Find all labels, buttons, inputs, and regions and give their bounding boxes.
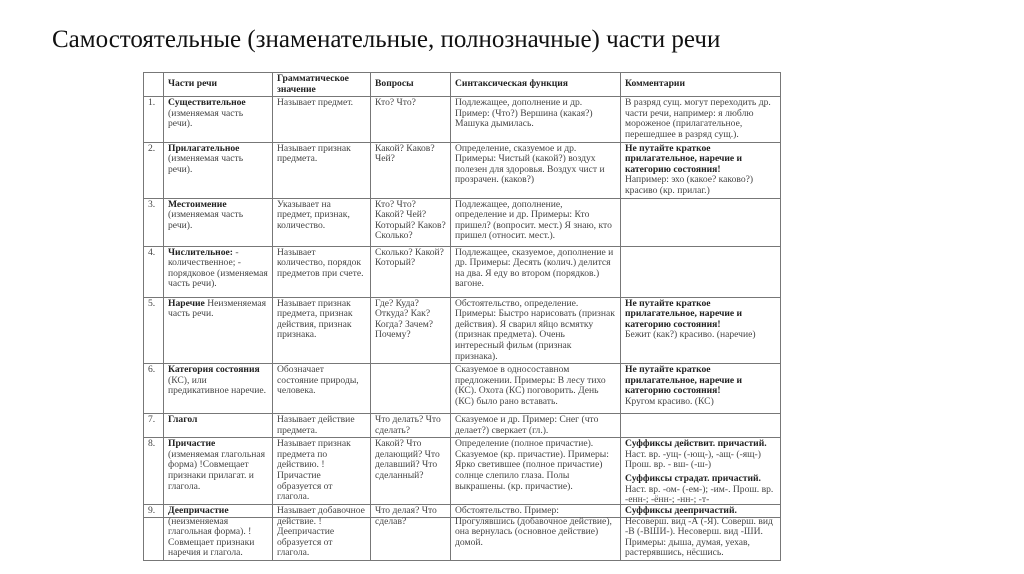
questions-cell — [371, 364, 451, 414]
questions-cell: Кто? Что? — [371, 97, 451, 142]
header-questions: Вопросы — [371, 73, 451, 97]
part-name: Существительное — [168, 97, 246, 109]
questions-cell: Что делая? Что сделав? — [371, 505, 451, 561]
comment-bold: Не путайте краткое прилагательное, наречие и категорию состояния! — [625, 364, 743, 397]
comment-cell — [621, 142, 781, 198]
table-row — [144, 414, 781, 438]
comment-text: Наст. вр. -ущ- (-ющ-), -ащ- (-ящ-) Прош. вр. - вш- (-ш-) — [625, 448, 761, 471]
comment-bold-2: Суффиксы страдат. причастий. — [625, 473, 761, 485]
meaning-cell: Называет добавочное действие. ! Деепричастие образуется от глагола. — [273, 505, 371, 561]
part-note: - количественное; - порядковое (изменяемая часть речи). — [168, 246, 268, 290]
part-cell — [164, 505, 273, 561]
row-num: 9. — [144, 505, 164, 561]
row-num: 5. — [144, 297, 164, 364]
part-name: Прилагательное — [168, 142, 240, 154]
part-note: (изменяемая часть речи). — [168, 209, 244, 231]
part-name: Деепричастие — [168, 505, 229, 516]
syntax-cell: Сказуемое и др. Пример: Снег (что делает?) сверкает (гл.). — [451, 414, 621, 438]
meaning-cell: Называет предмет. — [273, 97, 371, 142]
header-part: Части речи — [164, 73, 273, 97]
comment-text: Бежит (как?) красиво. (наречие) — [625, 329, 756, 341]
row-num: 4. — [144, 246, 164, 297]
meaning-cell: Называет действие предмета. — [273, 414, 371, 438]
part-note: (КС), или предикативное наречие. — [168, 374, 266, 397]
comment-bold: Не путайте краткое прилагательное, наречие и категорию состояния! — [625, 297, 743, 330]
header-meaning: Грамматическое значение — [273, 73, 371, 97]
syntax-cell: Подлежащее, сказуемое, дополнение и др. Примеры: Десять (колич.) делится на два. Я еду во втором (порядков.) вагоне. — [451, 246, 621, 297]
comment-bold: Не путайте краткое прилагательное, наречие и категорию состояния! — [625, 142, 743, 175]
questions-cell: Кто? Что? Какой? Чей? Который? Каков? Сколько? — [371, 198, 451, 246]
part-name: Категория состояния — [168, 364, 260, 376]
meaning-cell: Называет признак предмета. — [273, 142, 371, 198]
part-note: (неизменяемая глагольная форма). ! Совмещает признаки наречия и глагола. — [168, 515, 255, 559]
questions-cell: Где? Куда? Откуда? Как? Когда? Зачем? Почему? — [371, 297, 451, 364]
comment-bold: Суффиксы деепричастий. — [625, 505, 737, 516]
slide-title: Самостоятельные (знаменательные, полнозначные) части речи — [52, 26, 721, 53]
table-row — [144, 297, 781, 364]
parts-of-speech-table — [143, 72, 781, 518]
row-num: 1. — [144, 97, 164, 142]
part-cell — [164, 97, 273, 142]
table-row — [144, 246, 781, 297]
questions-cell: Какой? Что делающий? Что делавший? Что сделанный? — [371, 438, 451, 518]
comment-text-2: Наст. вр. -ом- (-ем-); -им-. Прош. вр. -енн-; -ённ-; -нн-; -т- — [625, 483, 774, 506]
table-row — [144, 364, 781, 414]
syntax-cell: Подлежащее, дополнение, определение и др. Примеры: Кто пришел? (вопросит. мест.) Я знаю, кто пришел (относит. мест.). — [451, 198, 621, 246]
syntax-cell: Определение (полное причастие). Сказуемое (кр. причастие). Примеры: Ярко светившее (полное причастие) солнце слепило глаза. Полы выкрашены. (кр. причастие). — [451, 438, 621, 518]
part-note: (изменяемая глагольная форма) !Совмещает признаки прилагат. и глагола. — [168, 448, 266, 492]
part-cell — [164, 142, 273, 198]
part-name: Причастие — [168, 438, 216, 450]
syntax-cell: Сказуемое в односоставном предложении. Примеры: В лесу тихо (КС). Охота (КС) поговорить. День (КС) было рано вставать. — [451, 364, 621, 414]
table-row — [144, 97, 781, 142]
comment-text: В разряд сущ. могут переходить др. части речи, например: я люблю мороженое (прилагательное, перешедшее в разряд сущ.). — [625, 97, 771, 140]
row-num: 6. — [144, 364, 164, 414]
meaning-cell: Называет признак предмета, признак действия, признак признака. — [273, 297, 371, 364]
part-cell — [164, 246, 273, 297]
part-cell — [164, 414, 273, 438]
row-num: 2. — [144, 142, 164, 198]
syntax-cell: Обстоятельство, определение. Примеры: Быстро нарисовать (признак действия). Я сварил яйцо всмятку (признак предмета). Очень интересный фильм (признак признака). — [451, 297, 621, 364]
part-name: Местоимение — [168, 198, 227, 210]
part-name: Глагол — [168, 414, 198, 426]
part-note: Неизменяемая часть речи. — [168, 297, 267, 320]
questions-cell: Какой? Каков? Чей? — [371, 142, 451, 198]
meaning-cell: Указывает на предмет, признак, количество. — [273, 198, 371, 246]
header-num — [144, 73, 164, 97]
syntax-cell: Обстоятельство. Пример: Прогулявшись (добавочное действие), она вернулась (основное действие) домой. — [451, 505, 621, 561]
table-row — [144, 198, 781, 246]
table-row — [144, 505, 781, 561]
part-cell — [164, 297, 273, 364]
gerund-table — [143, 504, 781, 561]
comment-cell — [621, 246, 781, 297]
row-num: 7. — [144, 414, 164, 438]
table-row — [144, 142, 781, 198]
part-note: (изменяемая часть речи). — [168, 107, 244, 130]
part-cell — [164, 364, 273, 414]
comment-cell — [621, 198, 781, 246]
comment-cell — [621, 414, 781, 438]
meaning-cell: Называет количество, порядок предметов при счете. — [273, 246, 371, 297]
comment-cell — [621, 364, 781, 414]
table-header-row — [144, 73, 781, 97]
meaning-cell: Обозначает состояние природы, человека. — [273, 364, 371, 414]
syntax-cell: Определение, сказуемое и др. Примеры: Чистый (какой?) воздух полезен для здоровья. Воздух чист и прозрачен. (каков?) — [451, 142, 621, 198]
comment-text: Кругом красиво. (КС) — [625, 395, 714, 407]
row-num: 3. — [144, 198, 164, 246]
comment-text: Например: эхо (какое? каково?) красиво (кр. прилаг.) — [625, 174, 754, 196]
comment-cell — [621, 297, 781, 364]
part-name: Числительное: — [168, 246, 233, 258]
questions-cell: Что делать? Что сделать? — [371, 414, 451, 438]
questions-cell: Сколько? Какой? Который? — [371, 246, 451, 297]
header-comments: Комментарии — [621, 73, 781, 97]
comment-cell — [621, 505, 781, 561]
syntax-cell: Подлежащее, дополнение и др. Пример: (Что?) Вершина (какая?) Машука дымилась. — [451, 97, 621, 142]
row-num: 8. — [144, 438, 164, 518]
header-syntax: Синтаксическая функция — [451, 73, 621, 97]
part-cell — [164, 198, 273, 246]
comment-text: Несоверш. вид -А (-Я). Соверш. вид -В (-ВШИ-). Несоверш. вид -ШИ. Примеры: дыша, думая, уехав, растерявшись, нёсшись. — [625, 515, 773, 559]
comment-bold: Суффиксы действит. причастий. — [625, 438, 767, 450]
meaning-cell: Называет признак предмета по действию. ! Причастие образуется от глагола. — [273, 438, 371, 518]
comment-cell — [621, 97, 781, 142]
part-note: (изменяемая часть речи). — [168, 153, 244, 175]
part-name: Наречие — [168, 297, 205, 309]
